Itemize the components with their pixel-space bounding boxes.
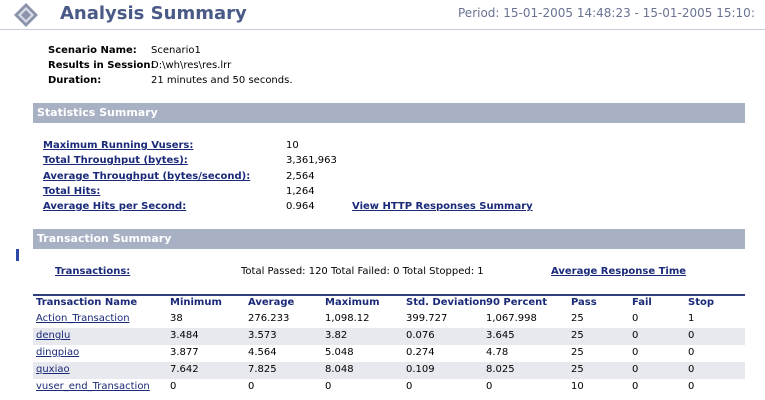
period-range: Period: 15-01-2005 14:48:23 - 15-01-2005 15:10: bbox=[458, 6, 755, 20]
transaction-name-link[interactable]: vuser_end_Transaction bbox=[36, 381, 150, 392]
cell-fail: 0 bbox=[632, 330, 639, 341]
cell-maximum: 5.048 bbox=[325, 347, 354, 358]
cell-fail: 0 bbox=[632, 347, 639, 358]
avg-throughput-link[interactable]: Average Throughput (bytes/second): bbox=[43, 171, 251, 182]
cell-stop: 0 bbox=[688, 347, 695, 358]
diamond-logo-icon bbox=[13, 2, 39, 28]
statistics-summary-band: Statistics Summary bbox=[33, 103, 745, 123]
cell-stop: 0 bbox=[688, 381, 695, 392]
cell-minimum: 3.877 bbox=[170, 347, 199, 358]
col-header-pass[interactable]: Pass bbox=[571, 297, 597, 308]
page-title: Analysis Summary bbox=[60, 3, 247, 24]
transaction-totals: Total Passed: 120 Total Failed: 0 Total Stopped: 1 bbox=[241, 266, 484, 277]
cell-90-percent: 8.025 bbox=[486, 364, 515, 375]
transaction-name-link[interactable]: dingpiao bbox=[36, 347, 80, 358]
table-header-row bbox=[33, 296, 745, 311]
table-row bbox=[33, 379, 745, 396]
cell-pass: 25 bbox=[571, 347, 584, 358]
cell-pass: 25 bbox=[571, 364, 584, 375]
cell-90-percent: 4.78 bbox=[486, 347, 509, 358]
col-header-name[interactable]: Transaction Name bbox=[36, 297, 138, 308]
average-response-time-link[interactable]: Average Response Time bbox=[551, 266, 687, 277]
cell-90-percent: 1,067.998 bbox=[486, 313, 537, 324]
cell-std-deviation: 0.109 bbox=[406, 364, 435, 375]
results-session-value: D:\wh\res\res.lrr bbox=[151, 60, 232, 71]
table-row bbox=[33, 311, 745, 328]
max-running-vusers-value: 10 bbox=[286, 140, 299, 151]
report-header bbox=[0, 0, 765, 30]
cell-fail: 0 bbox=[632, 313, 639, 324]
avg-throughput-value: 2,564 bbox=[286, 171, 315, 182]
cell-average: 3.573 bbox=[248, 330, 277, 341]
col-header-fail[interactable]: Fail bbox=[632, 297, 652, 308]
cell-90-percent: 3.645 bbox=[486, 330, 515, 341]
total-throughput-value: 3,361,963 bbox=[286, 155, 337, 166]
max-running-vusers-link[interactable]: Maximum Running Vusers: bbox=[43, 140, 194, 151]
avg-hits-per-second-link[interactable]: Average Hits per Second: bbox=[43, 201, 187, 212]
cell-std-deviation: 0 bbox=[406, 381, 413, 392]
transaction-name-link[interactable]: quxiao bbox=[36, 364, 70, 375]
cell-minimum: 38 bbox=[170, 313, 183, 324]
cell-std-deviation: 399.727 bbox=[406, 313, 448, 324]
cell-90-percent: 0 bbox=[486, 381, 493, 392]
table-row bbox=[33, 328, 745, 345]
cell-fail: 0 bbox=[632, 381, 639, 392]
cell-stop: 0 bbox=[688, 364, 695, 375]
cell-std-deviation: 0.274 bbox=[406, 347, 435, 358]
col-header-90-percent[interactable]: 90 Percent bbox=[486, 297, 548, 308]
results-session-label: Results in Session: bbox=[48, 60, 155, 71]
cell-pass: 25 bbox=[571, 330, 584, 341]
cell-minimum: 0 bbox=[170, 381, 177, 392]
transaction-name-link[interactable]: Action_Transaction bbox=[36, 313, 130, 324]
cell-average: 4.564 bbox=[248, 347, 277, 358]
duration-value: 21 minutes and 50 seconds. bbox=[151, 75, 293, 86]
cell-pass: 25 bbox=[571, 313, 584, 324]
cell-fail: 0 bbox=[632, 364, 639, 375]
scenario-name-label: Scenario Name: bbox=[48, 45, 137, 56]
cell-average: 0 bbox=[248, 381, 255, 392]
transaction-name-link[interactable]: denglu bbox=[36, 330, 71, 341]
cell-std-deviation: 0.076 bbox=[406, 330, 435, 341]
cell-average: 7.825 bbox=[248, 364, 277, 375]
transaction-summary-band: Transaction Summary bbox=[33, 229, 745, 249]
total-hits-value: 1,264 bbox=[286, 186, 315, 197]
col-header-maximum[interactable]: Maximum bbox=[325, 297, 380, 308]
col-header-std-deviation[interactable]: Std. Deviation bbox=[406, 297, 487, 308]
col-header-stop[interactable]: Stop bbox=[688, 297, 715, 308]
cell-minimum: 7.642 bbox=[170, 364, 199, 375]
cell-pass: 10 bbox=[571, 381, 584, 392]
cell-average: 276.233 bbox=[248, 313, 290, 324]
cell-maximum: 1,098.12 bbox=[325, 313, 370, 324]
cell-maximum: 3.82 bbox=[325, 330, 348, 341]
cell-maximum: 0 bbox=[325, 381, 332, 392]
transaction-table bbox=[33, 296, 745, 396]
total-throughput-link[interactable]: Total Throughput (bytes): bbox=[43, 155, 188, 166]
scenario-name-value: Scenario1 bbox=[151, 45, 201, 56]
view-http-responses-link[interactable]: View HTTP Responses Summary bbox=[352, 201, 533, 212]
cell-minimum: 3.484 bbox=[170, 330, 199, 341]
col-header-average[interactable]: Average bbox=[248, 297, 295, 308]
duration-label: Duration: bbox=[48, 75, 102, 86]
transactions-link[interactable]: Transactions: bbox=[55, 266, 131, 277]
avg-hits-per-second-value: 0.964 bbox=[286, 201, 315, 212]
total-hits-link[interactable]: Total Hits: bbox=[43, 186, 101, 197]
table-row bbox=[33, 345, 745, 362]
scroll-marker bbox=[16, 249, 19, 261]
table-row bbox=[33, 362, 745, 379]
cell-maximum: 8.048 bbox=[325, 364, 354, 375]
col-header-minimum[interactable]: Minimum bbox=[170, 297, 222, 308]
cell-stop: 0 bbox=[688, 330, 695, 341]
cell-stop: 1 bbox=[688, 313, 695, 324]
